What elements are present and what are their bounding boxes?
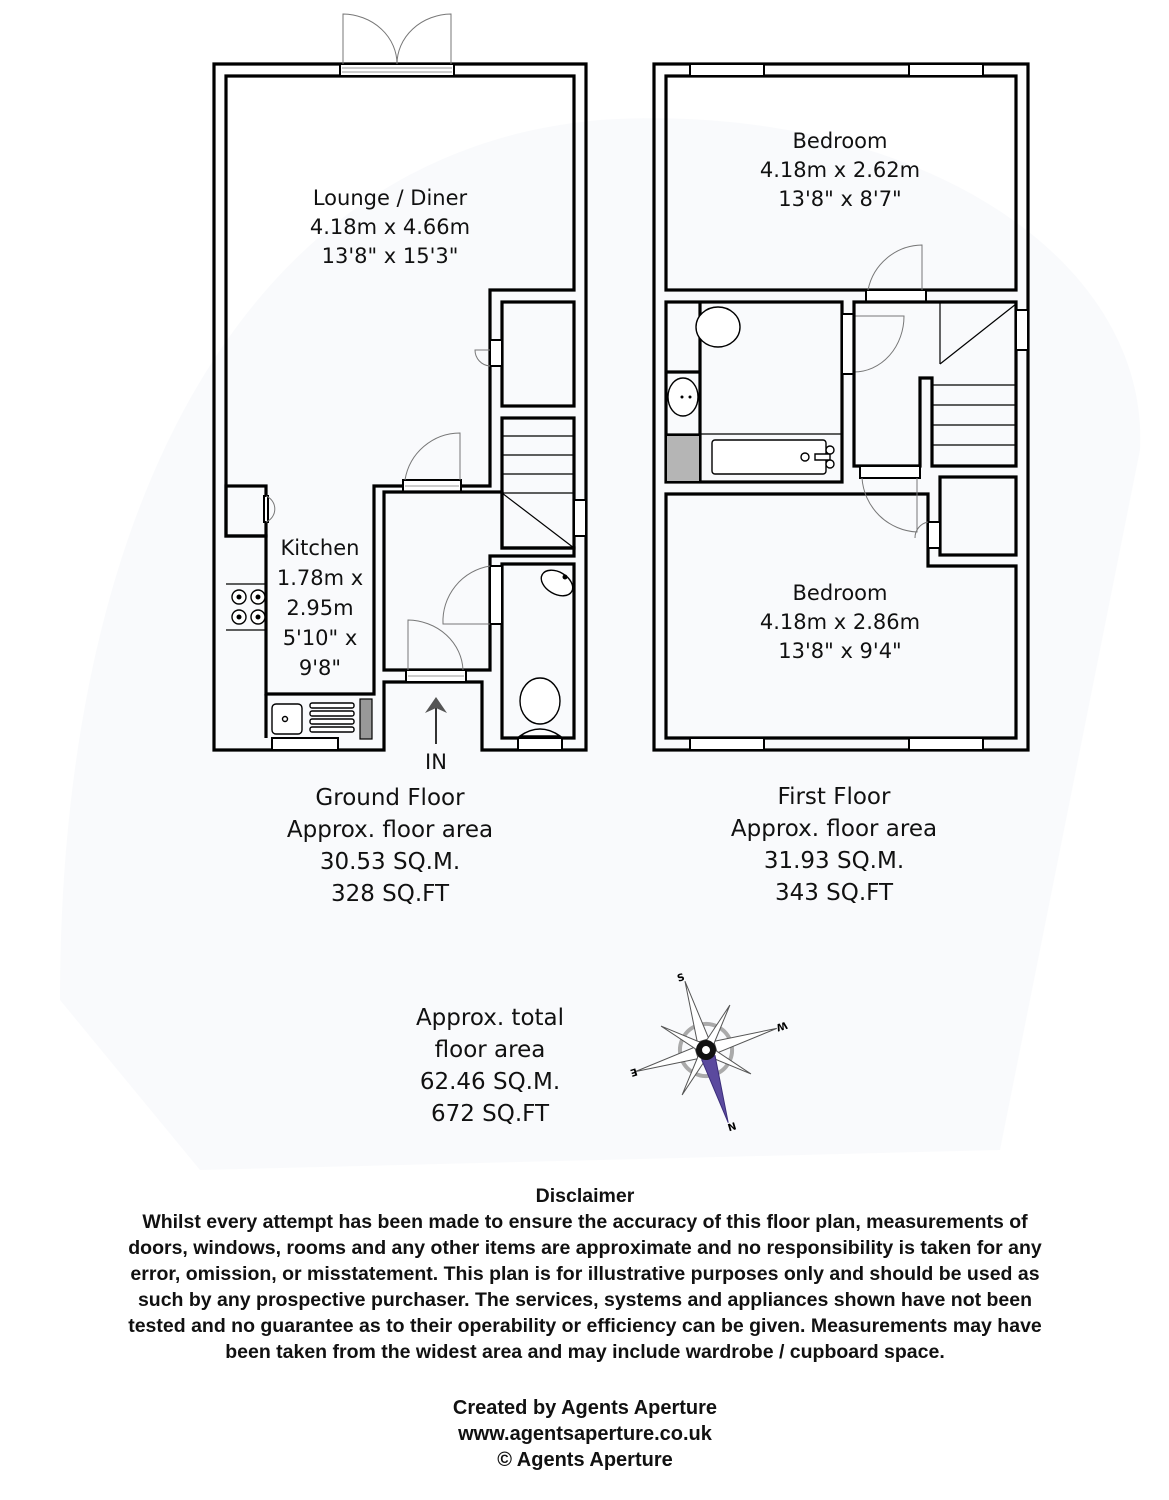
- bathtub-icon: [700, 434, 842, 474]
- room-name: Bedroom: [792, 581, 888, 605]
- compass-label-s: S: [676, 972, 687, 985]
- floor-area-sqft: 328 SQ.FT: [330, 881, 450, 907]
- room-metric: 1.78m x: [276, 566, 364, 590]
- bath-basin-icon: [668, 378, 698, 416]
- bedroom-1-window-left: [690, 64, 764, 76]
- room-name: Lounge / Diner: [312, 186, 468, 210]
- entrance-label: IN: [425, 750, 447, 774]
- lounge-diner-label: [280, 184, 500, 271]
- wc-window: [518, 738, 562, 750]
- floor-area-sqft: 343 SQ.FT: [774, 880, 894, 906]
- floor-area-sqm: 30.53 SQ.M.: [319, 849, 461, 875]
- kitchen-window: [272, 738, 338, 750]
- copyright: © Agents Aperture: [497, 1449, 673, 1471]
- room-imperial: 13'8" x 15'3": [321, 244, 459, 268]
- disclaimer-line: tested and no guarantee as to their operability or efficiency can be given. Measurements may have: [128, 1315, 1042, 1337]
- bedroom-2-window-right: [909, 738, 983, 750]
- compass-label-w: W: [774, 1018, 789, 1033]
- created-by: Created by Agents Aperture: [452, 1397, 718, 1419]
- room-imperial: 13'8" x 9'4": [778, 639, 902, 663]
- room-imperial: 13'8" x 8'7": [778, 187, 902, 211]
- room-imperial: 5'10" x: [282, 626, 358, 650]
- landing-window: [1016, 310, 1028, 350]
- disclaimer-line: such by any prospective purchaser. The services, systems and appliances shown have not been: [137, 1289, 1033, 1311]
- credits: [20, 1395, 1150, 1473]
- disclaimer-line: error, omission, or misstatement. This plan is for illustrative purposes only and should be used as: [130, 1263, 1040, 1285]
- disclaimer: [20, 1183, 1150, 1365]
- disclaimer-line: doors, windows, rooms and any other items are approximate and no responsibility is taken for any: [128, 1237, 1042, 1259]
- website-link[interactable]: www.agentsaperture.co.uk: [458, 1423, 712, 1445]
- ground-floor-summary: [250, 782, 530, 910]
- disclaimer-line: Whilst every attempt has been made to ensure the accuracy of this floor plan, measurements of: [142, 1211, 1028, 1233]
- compass-label-n: N: [725, 1119, 738, 1133]
- disclaimer-title: Disclaimer: [535, 1185, 635, 1207]
- room-metric: 4.18m x 2.62m: [759, 158, 921, 182]
- bedroom-2-window-left: [690, 738, 764, 750]
- french-doors: [340, 14, 454, 76]
- room-metric: 4.18m x 4.66m: [309, 215, 471, 239]
- room-metric: 4.18m x 2.86m: [759, 610, 921, 634]
- total-area-line2: floor area: [434, 1037, 546, 1063]
- stair-window: [574, 500, 586, 536]
- bedroom-1-window-right: [909, 64, 983, 76]
- floor-area-label: Approx. floor area: [730, 816, 938, 842]
- bath-toilet-icon: [696, 307, 740, 347]
- room-name: Bedroom: [792, 129, 888, 153]
- room-name: Kitchen: [280, 536, 360, 560]
- floor-area-sqm: 31.93 SQ.M.: [763, 848, 905, 874]
- total-area-summary: [370, 1002, 610, 1130]
- disclaimer-line: been taken from the widest area and may include wardrobe / cupboard space.: [225, 1341, 945, 1363]
- room-metric: 2.95m: [286, 596, 354, 620]
- kitchen-label: [266, 533, 374, 683]
- first-floor-summary: [694, 781, 974, 909]
- floor-area-label: Approx. floor area: [286, 817, 494, 843]
- floor-title: First Floor: [777, 784, 891, 810]
- total-area-sqm: 62.46 SQ.M.: [419, 1069, 561, 1095]
- total-area-line1: Approx. total: [415, 1005, 565, 1031]
- compass-label-e: E: [628, 1065, 639, 1078]
- bedroom-2-label: [730, 579, 950, 666]
- floor-title: Ground Floor: [315, 785, 465, 811]
- bedroom-1-label: [730, 127, 950, 214]
- room-imperial: 9'8": [298, 656, 342, 680]
- total-area-sqft: 672 SQ.FT: [430, 1101, 550, 1127]
